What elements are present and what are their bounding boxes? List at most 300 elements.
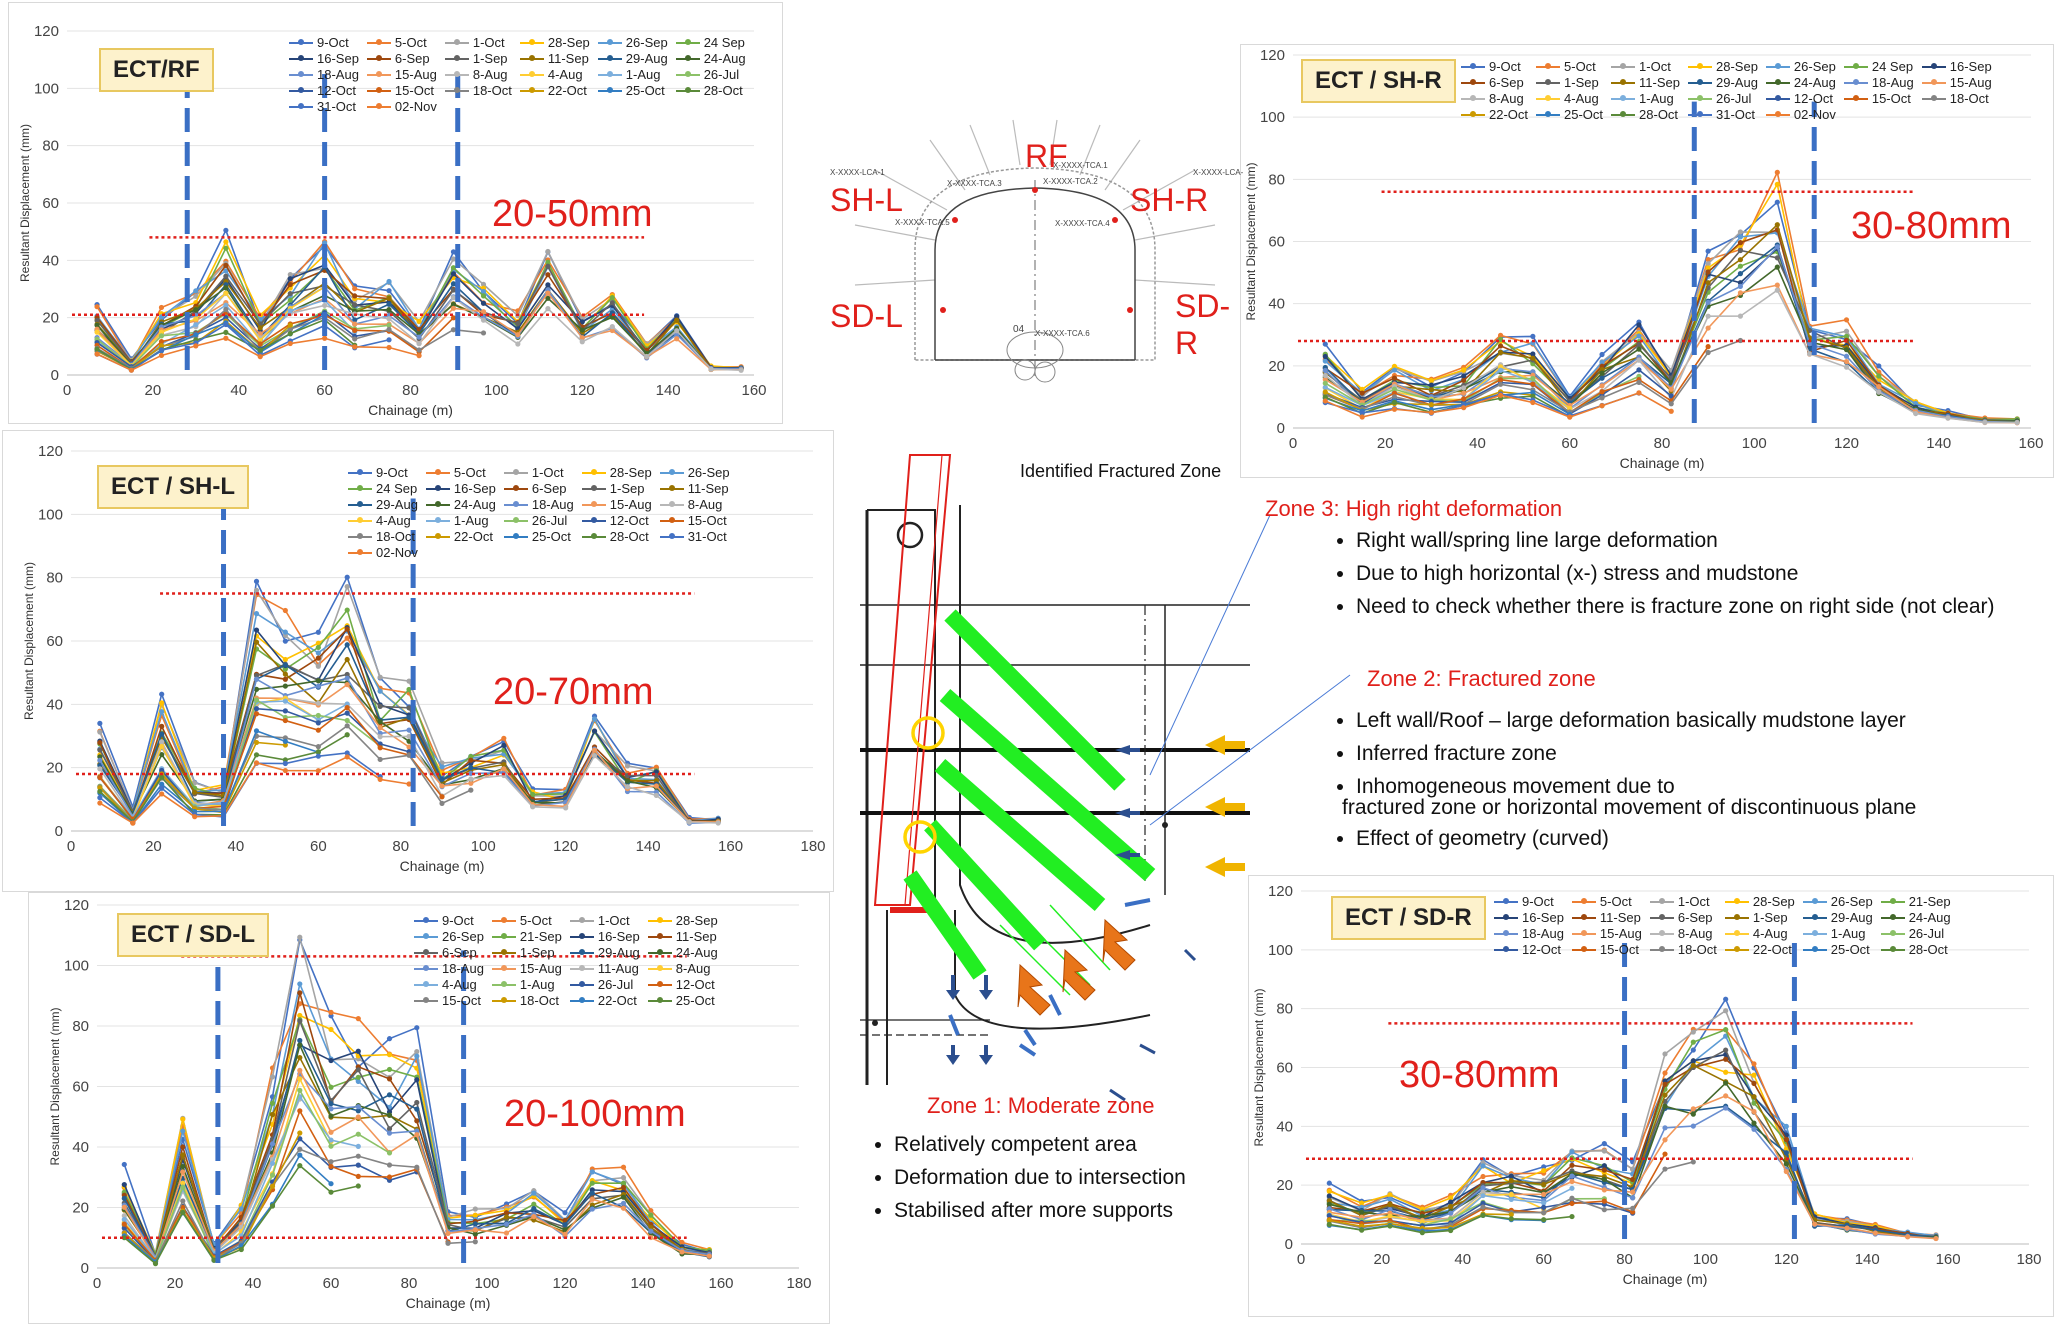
data-point bbox=[531, 1214, 536, 1219]
legend-swatch bbox=[492, 984, 516, 986]
data-point bbox=[1541, 1217, 1546, 1222]
data-point bbox=[297, 981, 302, 986]
data-point bbox=[254, 588, 259, 593]
legend-label: 1-Sep bbox=[519, 945, 555, 960]
data-point bbox=[1807, 351, 1812, 356]
data-point bbox=[1480, 1193, 1485, 1198]
data-point bbox=[316, 720, 321, 725]
data-point bbox=[378, 745, 383, 750]
data-point bbox=[223, 322, 228, 327]
x-tick-label: 60 bbox=[309, 838, 327, 855]
data-point bbox=[1360, 391, 1365, 396]
data-point bbox=[1662, 1082, 1667, 1087]
data-point bbox=[445, 1231, 450, 1236]
data-point bbox=[1691, 1123, 1696, 1128]
y-tick-label: 120 bbox=[37, 443, 63, 460]
legend-swatch bbox=[570, 952, 594, 954]
legend-label: 5-Oct bbox=[519, 913, 552, 928]
legend-swatch bbox=[289, 42, 313, 44]
data-point bbox=[378, 704, 383, 709]
data-point bbox=[1706, 314, 1711, 319]
legend-item bbox=[582, 529, 652, 544]
legend-label: 24 Sep bbox=[1871, 59, 1914, 74]
data-point bbox=[416, 319, 421, 324]
data-point bbox=[621, 1195, 626, 1200]
legend-item bbox=[504, 513, 574, 528]
data-point bbox=[297, 1088, 302, 1093]
data-point bbox=[1420, 1230, 1425, 1235]
legend-label: 29-Aug bbox=[1716, 75, 1758, 90]
x-tick-label: 180 bbox=[2016, 1251, 2042, 1268]
data-point bbox=[1569, 1179, 1574, 1184]
chart-badge-shr: ECT / SH-R bbox=[1301, 59, 1456, 103]
x-tick-label: 100 bbox=[1741, 435, 1767, 452]
data-point bbox=[97, 800, 102, 805]
data-point bbox=[1480, 1174, 1485, 1179]
legend-label: 6-Sep bbox=[531, 481, 567, 496]
zone2-bullets bbox=[1330, 706, 2056, 805]
legend-item bbox=[1536, 107, 1603, 122]
data-point bbox=[1323, 354, 1328, 359]
legend-label: 26-Jul bbox=[1716, 91, 1752, 106]
data-point bbox=[1723, 1105, 1728, 1110]
legend-label: 1-Sep bbox=[1752, 910, 1788, 925]
legend-item bbox=[348, 513, 418, 528]
legend-item bbox=[582, 481, 652, 496]
legend-item bbox=[1881, 910, 1951, 925]
legend-label: 24-Aug bbox=[703, 51, 746, 66]
section-label-sdl: SD-L bbox=[830, 298, 903, 334]
legend-label: 8-Aug bbox=[1489, 91, 1524, 106]
data-point bbox=[1602, 1177, 1607, 1182]
data-point bbox=[328, 1164, 333, 1169]
legend-label: 18-Oct bbox=[1949, 91, 1989, 106]
legend-swatch bbox=[1803, 933, 1827, 935]
legend-label: 25-Oct bbox=[531, 529, 571, 544]
legend-label: 9-Oct bbox=[376, 465, 408, 480]
data-point bbox=[1738, 240, 1743, 245]
legend-label: 22-Oct bbox=[1489, 107, 1529, 122]
data-point bbox=[1844, 354, 1849, 359]
data-point bbox=[1982, 420, 1987, 425]
data-point bbox=[328, 1159, 333, 1164]
data-point bbox=[1775, 288, 1780, 293]
data-point bbox=[297, 1108, 302, 1113]
data-point bbox=[504, 1222, 509, 1227]
data-point bbox=[159, 731, 164, 736]
legend-label: 25-Oct bbox=[625, 83, 665, 98]
data-point bbox=[345, 682, 350, 687]
legend-swatch bbox=[414, 936, 438, 938]
legend-label: 4-Aug bbox=[376, 513, 411, 528]
data-point bbox=[1706, 325, 1711, 330]
legend-swatch bbox=[367, 58, 391, 60]
data-point bbox=[1541, 1192, 1546, 1197]
data-point bbox=[1691, 1040, 1696, 1045]
data-point bbox=[1913, 411, 1918, 416]
legend-item bbox=[676, 83, 746, 98]
legend-swatch bbox=[1688, 98, 1712, 100]
data-point bbox=[439, 764, 444, 769]
data-point bbox=[1599, 395, 1604, 400]
data-point bbox=[504, 1230, 509, 1235]
legend-swatch bbox=[426, 520, 450, 522]
data-point bbox=[258, 341, 263, 346]
legend-swatch bbox=[1536, 82, 1560, 84]
x-tick-label: 0 bbox=[62, 382, 72, 399]
data-point bbox=[1461, 405, 1466, 410]
legend-label: 1-Oct bbox=[1677, 894, 1710, 909]
y-tick-label: 100 bbox=[37, 506, 63, 524]
data-point bbox=[283, 639, 288, 644]
legend-swatch bbox=[1803, 917, 1827, 919]
data-point bbox=[416, 341, 421, 346]
data-point bbox=[1775, 222, 1780, 227]
data-point bbox=[1775, 255, 1780, 260]
data-point bbox=[515, 332, 520, 337]
legend-item bbox=[1572, 910, 1642, 925]
data-point bbox=[654, 783, 659, 788]
x-tick-label: 120 bbox=[569, 382, 595, 399]
legend-swatch bbox=[520, 74, 544, 76]
data-point bbox=[1738, 248, 1743, 253]
data-point bbox=[1387, 1213, 1392, 1218]
legend-swatch bbox=[1494, 949, 1518, 951]
data-point bbox=[468, 788, 473, 793]
data-point bbox=[316, 713, 321, 718]
data-point bbox=[1387, 1197, 1392, 1202]
data-point bbox=[1945, 416, 1950, 421]
data-point bbox=[223, 291, 228, 296]
legend-label: 31-Oct bbox=[1716, 107, 1756, 122]
data-point bbox=[239, 1247, 244, 1252]
legend-item bbox=[289, 99, 359, 114]
data-point bbox=[481, 318, 486, 323]
legend-swatch bbox=[414, 984, 438, 986]
data-point bbox=[193, 322, 198, 327]
data-point bbox=[515, 321, 520, 326]
data-point bbox=[1876, 373, 1881, 378]
data-point bbox=[1669, 401, 1674, 406]
data-point bbox=[159, 353, 164, 358]
legend-swatch bbox=[1725, 949, 1749, 951]
legend-item bbox=[1611, 59, 1680, 74]
legend-item bbox=[1766, 75, 1836, 90]
data-point bbox=[1387, 1202, 1392, 1207]
legend-swatch bbox=[492, 952, 516, 954]
data-point bbox=[345, 584, 350, 589]
legend-swatch bbox=[1766, 66, 1790, 68]
data-point bbox=[1738, 264, 1743, 269]
data-point bbox=[378, 689, 383, 694]
data-point bbox=[223, 336, 228, 341]
data-point bbox=[122, 1162, 127, 1167]
data-point bbox=[322, 303, 327, 308]
legend-item bbox=[582, 465, 652, 480]
legend-label: 24-Aug bbox=[453, 497, 496, 512]
data-point bbox=[621, 1165, 626, 1170]
data-point bbox=[122, 1205, 127, 1210]
data-point bbox=[297, 1055, 302, 1060]
legend-swatch bbox=[648, 968, 672, 970]
legend-label: 16-Sep bbox=[453, 481, 496, 496]
legend-item bbox=[598, 51, 668, 66]
data-point bbox=[316, 684, 321, 689]
data-point bbox=[1392, 400, 1397, 405]
legend-item bbox=[426, 465, 496, 480]
legend-swatch bbox=[1688, 114, 1712, 116]
data-point bbox=[180, 1198, 185, 1203]
legend-swatch bbox=[570, 1000, 594, 1002]
legend-label: 28-Oct bbox=[703, 83, 743, 98]
data-point bbox=[254, 611, 259, 616]
legend-swatch bbox=[660, 472, 684, 474]
data-point bbox=[610, 300, 615, 305]
legend-swatch bbox=[598, 58, 622, 60]
legend-label: 12-Oct bbox=[609, 513, 649, 528]
legend-item bbox=[520, 67, 590, 82]
data-point bbox=[192, 814, 197, 819]
legend-label: 31-Oct bbox=[317, 99, 357, 114]
x-tick-label: 20 bbox=[166, 1275, 184, 1292]
legend-swatch bbox=[1536, 66, 1560, 68]
x-tick-label: 20 bbox=[1373, 1251, 1391, 1268]
legend-swatch bbox=[598, 90, 622, 92]
legend-item bbox=[1611, 107, 1680, 122]
legend-swatch bbox=[414, 952, 438, 954]
legend-item bbox=[504, 481, 574, 496]
data-point bbox=[283, 629, 288, 634]
legend-item bbox=[1844, 59, 1914, 74]
y-tick-label: 40 bbox=[1268, 295, 1285, 313]
x-tick-label: 40 bbox=[1469, 435, 1486, 452]
x-tick-label: 180 bbox=[800, 838, 826, 855]
legend-item bbox=[504, 529, 574, 544]
legend-item bbox=[648, 977, 718, 992]
legend-swatch bbox=[1461, 114, 1485, 116]
data-point bbox=[545, 272, 550, 277]
legend-swatch bbox=[660, 488, 684, 490]
data-point bbox=[562, 1232, 567, 1237]
x-tick-label: 140 bbox=[655, 382, 681, 399]
data-point bbox=[258, 325, 263, 330]
data-point bbox=[1498, 393, 1503, 398]
zone1-bullet-3: • Stabilised after more supports bbox=[894, 1196, 1294, 1225]
data-point bbox=[1327, 1189, 1332, 1194]
data-point bbox=[1602, 1141, 1607, 1146]
plan-view-svg bbox=[850, 455, 1250, 1100]
data-point bbox=[1738, 229, 1743, 234]
section-point-tca3: X-XXXX-TCA.3 bbox=[947, 179, 1002, 188]
data-point bbox=[270, 1184, 275, 1189]
section-label-rf: RF bbox=[1025, 138, 1068, 174]
data-point bbox=[1498, 368, 1503, 373]
y-axis-label: Resultant Displacement (mm) bbox=[1244, 162, 1258, 321]
y-tick-label: 80 bbox=[1268, 171, 1285, 189]
zone2-bullet-4: • Effect of geometry (curved) bbox=[1356, 824, 2056, 853]
data-point bbox=[1569, 1201, 1574, 1206]
data-point bbox=[97, 775, 102, 780]
data-point bbox=[590, 1206, 595, 1211]
data-point bbox=[414, 1049, 419, 1054]
data-point bbox=[451, 306, 456, 311]
data-point bbox=[1599, 403, 1604, 408]
legend-item bbox=[414, 961, 484, 976]
legend-item bbox=[289, 83, 359, 98]
legend-swatch bbox=[1650, 917, 1674, 919]
legend-item bbox=[414, 945, 484, 960]
legend-swatch bbox=[426, 488, 450, 490]
legend-item bbox=[570, 929, 640, 944]
data-point bbox=[1636, 358, 1641, 363]
legend-item bbox=[1766, 59, 1836, 74]
data-point bbox=[406, 727, 411, 732]
data-point bbox=[356, 1075, 361, 1080]
legend-item bbox=[367, 51, 437, 66]
y-tick-label: 20 bbox=[1268, 357, 1285, 375]
legend-swatch bbox=[1725, 933, 1749, 935]
data-point bbox=[180, 1144, 185, 1149]
data-point bbox=[223, 246, 228, 251]
chart-badge-sdr: ECT / SD-R bbox=[1331, 896, 1486, 940]
data-point bbox=[283, 761, 288, 766]
legend-item bbox=[1803, 910, 1873, 925]
section-tag: 04 bbox=[1013, 324, 1025, 335]
data-point bbox=[254, 627, 259, 632]
legend-item bbox=[1922, 59, 1992, 74]
section-point-tca2: X-XXXX-TCA.2 bbox=[1043, 177, 1098, 186]
data-point bbox=[1662, 1070, 1667, 1075]
y-tick-label: 40 bbox=[42, 252, 59, 270]
legend-swatch bbox=[348, 488, 372, 490]
data-point bbox=[356, 1104, 361, 1109]
legend-item bbox=[426, 481, 496, 496]
data-point bbox=[1327, 1181, 1332, 1186]
data-point bbox=[356, 1132, 361, 1137]
data-point bbox=[97, 740, 102, 745]
data-point bbox=[283, 768, 288, 773]
legend-label: 12-Oct bbox=[317, 83, 357, 98]
legend-item bbox=[598, 67, 668, 82]
legend-item bbox=[367, 99, 437, 114]
legend-label: 25-Oct bbox=[1564, 107, 1604, 122]
data-point bbox=[1602, 1199, 1607, 1204]
legend-item bbox=[1881, 926, 1951, 941]
data-point bbox=[180, 1210, 185, 1215]
data-point bbox=[708, 367, 713, 372]
data-point bbox=[328, 1144, 333, 1149]
legend-swatch bbox=[445, 74, 469, 76]
data-point bbox=[97, 721, 102, 726]
data-point bbox=[159, 709, 164, 714]
legend-item bbox=[1461, 91, 1528, 106]
data-point bbox=[1569, 1173, 1574, 1178]
legend-swatch bbox=[1461, 98, 1485, 100]
x-tick-label: 120 bbox=[553, 838, 579, 855]
legend-swatch bbox=[1611, 98, 1635, 100]
section-point-tca1: X-XXXX-TCA.1 bbox=[1053, 161, 1108, 170]
data-point bbox=[192, 790, 197, 795]
legend-swatch bbox=[1881, 949, 1905, 951]
y-tick-label: 100 bbox=[1267, 941, 1293, 959]
data-point bbox=[739, 368, 744, 373]
data-point bbox=[1636, 367, 1641, 372]
data-point bbox=[94, 346, 99, 351]
legend-label: 11-Sep bbox=[675, 929, 717, 944]
legend-swatch bbox=[1536, 98, 1560, 100]
legend-swatch bbox=[1536, 114, 1560, 116]
section-point-tca5: X-XXXX-TCA.5 bbox=[895, 218, 950, 227]
legend-swatch bbox=[426, 472, 450, 474]
data-point bbox=[254, 728, 259, 733]
x-tick-label: 40 bbox=[244, 1275, 262, 1292]
x-tick-label: 80 bbox=[402, 382, 419, 399]
data-point bbox=[97, 766, 102, 771]
data-point bbox=[1706, 300, 1711, 305]
tunnel-section bbox=[830, 120, 1244, 390]
legend-label: 9-Oct bbox=[1522, 894, 1554, 909]
data-point bbox=[1691, 1159, 1696, 1164]
zone3-bullet-1: • Right wall/spring line large deformation bbox=[1356, 526, 2036, 555]
data-point bbox=[254, 740, 259, 745]
y-tick-label: 120 bbox=[1259, 47, 1285, 64]
data-point bbox=[1775, 265, 1780, 270]
data-point bbox=[545, 291, 550, 296]
data-point bbox=[674, 336, 679, 341]
data-point bbox=[1691, 1029, 1696, 1034]
legend-item bbox=[1766, 91, 1836, 106]
legend-item bbox=[1536, 59, 1603, 74]
data-point bbox=[674, 318, 679, 323]
data-point bbox=[122, 1182, 127, 1187]
legend-label: 4-Aug bbox=[547, 67, 583, 82]
data-point bbox=[94, 330, 99, 335]
data-point bbox=[621, 1175, 626, 1180]
legend-swatch bbox=[582, 520, 606, 522]
data-point bbox=[129, 368, 134, 373]
legend-label: 28-Sep bbox=[675, 913, 718, 928]
x-tick-label: 100 bbox=[470, 838, 496, 855]
data-point bbox=[1669, 387, 1674, 392]
data-point bbox=[258, 348, 263, 353]
data-point bbox=[386, 307, 391, 312]
legend-label: 5-Oct bbox=[1564, 59, 1596, 74]
data-point bbox=[288, 282, 293, 287]
legend-swatch bbox=[1766, 98, 1790, 100]
legend-swatch bbox=[289, 74, 313, 76]
legend-swatch bbox=[598, 74, 622, 76]
legend-swatch bbox=[367, 106, 391, 108]
data-point bbox=[1541, 1205, 1546, 1210]
data-point bbox=[1751, 1073, 1756, 1078]
data-point bbox=[283, 657, 288, 662]
legend-swatch bbox=[582, 504, 606, 506]
x-tick-label: 100 bbox=[474, 1275, 500, 1292]
legend-swatch bbox=[1650, 949, 1674, 951]
y-axis-label: Resultant Displacement (mm) bbox=[1252, 988, 1266, 1147]
data-point bbox=[1498, 343, 1503, 348]
data-point bbox=[180, 1152, 185, 1157]
data-point bbox=[345, 657, 350, 662]
legend-item bbox=[1688, 107, 1758, 122]
legend-item bbox=[1494, 894, 1564, 909]
legend-label: 12-Oct bbox=[1522, 942, 1562, 957]
legend-item bbox=[570, 945, 640, 960]
legend-label: 5-Oct bbox=[1599, 894, 1632, 909]
data-point bbox=[1873, 1230, 1878, 1235]
data-point bbox=[387, 1067, 392, 1072]
legend-label: 11-Sep bbox=[1599, 910, 1641, 925]
